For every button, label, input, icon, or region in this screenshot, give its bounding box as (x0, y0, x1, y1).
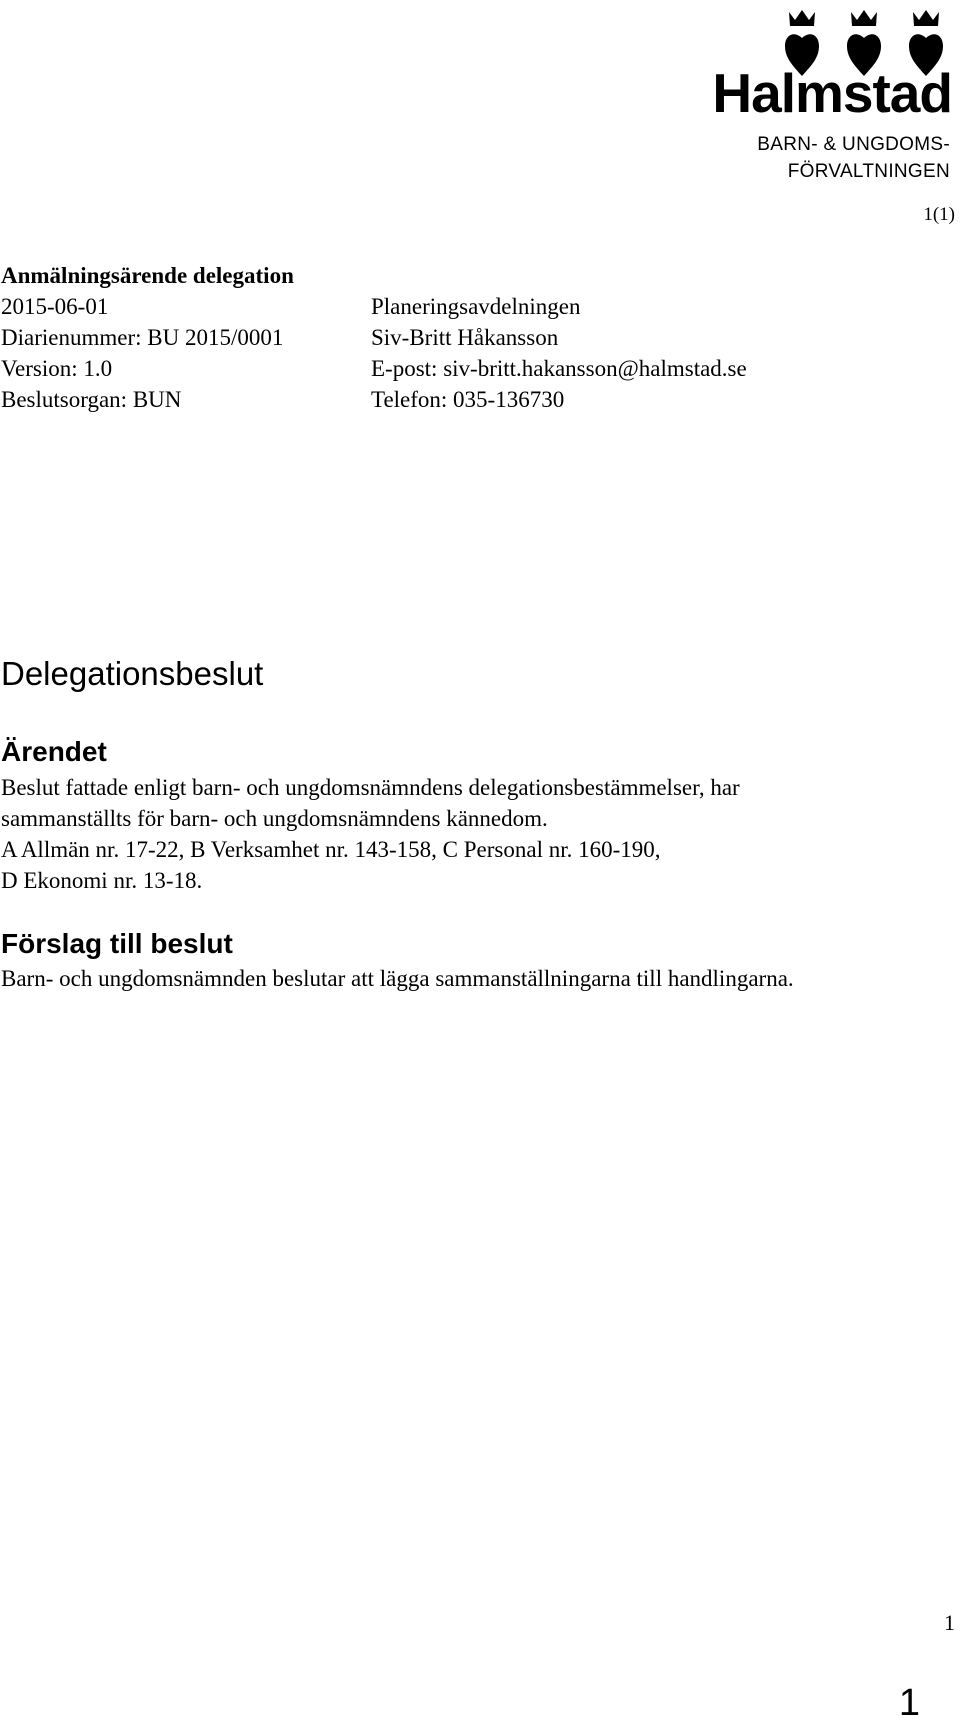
section-heading-arendet: Ärendet (1, 736, 107, 767)
footer-page-number-large: 1 (898, 1682, 920, 1724)
footer-page-number: 1 (944, 1610, 955, 1635)
document-header (1, 260, 747, 415)
halmstad-logo (688, 4, 952, 182)
header-row (1, 353, 747, 384)
logo-subtitle-line1: BARN- & UNGDOMS- (757, 134, 950, 155)
page-indicator: 1(1) (923, 204, 955, 225)
paragraph-line: A Allmän nr. 17-22, B Verksamhet nr. 143-158, C Personal nr. 160-190, (1, 837, 661, 862)
document-version: Version: 1.0 (1, 356, 113, 381)
section-body-arendet (1, 772, 740, 896)
main-heading: Delegationsbeslut (1, 655, 264, 692)
contact-name: Siv-Britt Håkansson (371, 325, 559, 350)
paragraph-line: Barn- och ungdomsnämnden beslutar att lägga sammanställningarna till handlingarna. (1, 966, 794, 991)
header-row (1, 322, 559, 353)
header-row (1, 291, 581, 322)
document-title: Anmälningsärende delegation (1, 263, 294, 288)
case-number: Diarienummer: BU 2015/0001 (1, 325, 284, 350)
logo-subtitle-line2: FÖRVALTNINGEN (787, 161, 950, 182)
decision-body: Beslutsorgan: BUN (1, 387, 182, 412)
contact-email: E-post: siv-britt.hakansson@halmstad.se (371, 356, 747, 381)
section-body-forslag (1, 963, 794, 994)
document-date: 2015-06-01 (1, 294, 109, 319)
department: Planeringsavdelningen (371, 294, 581, 319)
paragraph-line: D Ekonomi nr. 13-18. (1, 868, 203, 893)
contact-phone: Telefon: 035-136730 (371, 387, 565, 412)
section-heading-forslag: Förslag till beslut (1, 928, 233, 959)
header-row (1, 384, 565, 415)
paragraph-line: Beslut fattade enligt barn- och ungdomsnämndens delegationsbestämmelser, har (1, 775, 740, 800)
logo-wordmark: Halmstad (712, 62, 952, 124)
paragraph-line: sammanställts för barn- och ungdomsnämndens kännedom. (1, 806, 548, 831)
